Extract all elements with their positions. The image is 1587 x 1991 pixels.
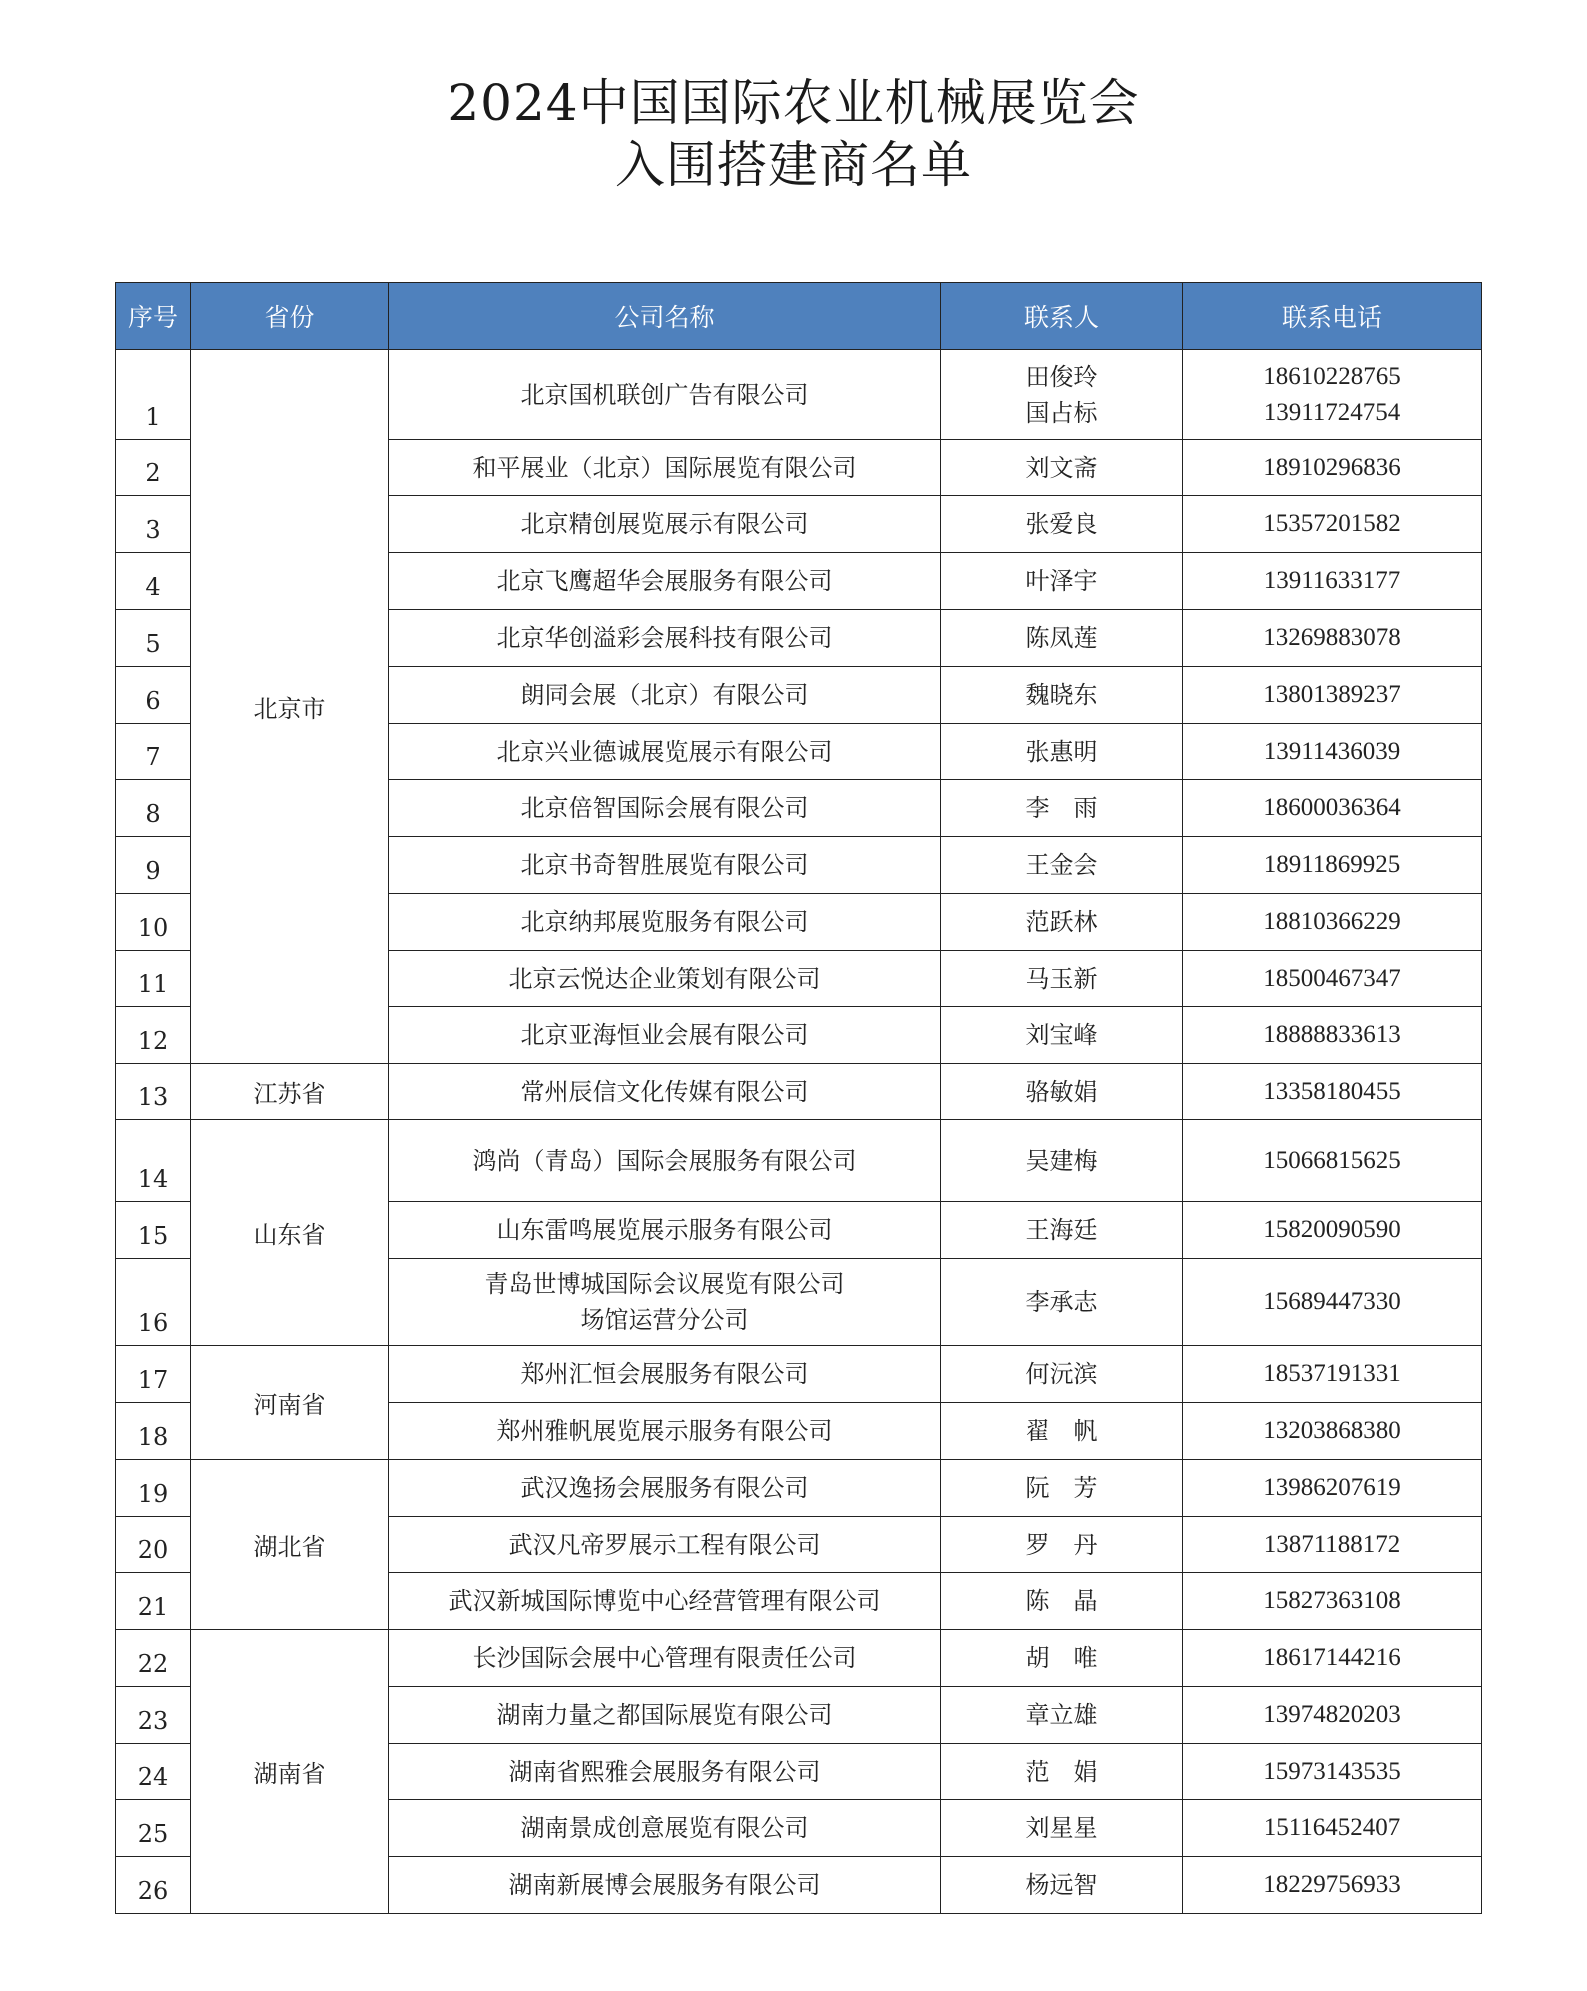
- table-header-row: [116, 283, 1482, 350]
- contact-phone: [1183, 1007, 1482, 1064]
- contact-phone: [1183, 496, 1482, 553]
- contact-name: 田俊玲: [1025, 362, 1098, 391]
- contact-phone: [1183, 1687, 1482, 1744]
- phone-number: 13801389237: [1263, 681, 1401, 708]
- contact-name: 罗 丹: [1025, 1530, 1098, 1559]
- contact-phone: [1183, 1202, 1482, 1259]
- province-cell: 山东省: [191, 1120, 389, 1346]
- contact-phone: [1183, 1120, 1482, 1202]
- row-number: 23: [116, 1687, 191, 1744]
- contact-phone: [1183, 350, 1482, 440]
- contact-person: [941, 780, 1183, 837]
- contact-person: [941, 1259, 1183, 1346]
- header-phone: 联系电话: [1183, 283, 1482, 350]
- contact-name: 国占标: [1025, 398, 1098, 427]
- phone-number: 18810366229: [1263, 908, 1401, 935]
- company-name: 湖南新展博会展服务有限公司: [389, 1857, 941, 1914]
- phone-number: 18888833613: [1263, 1021, 1401, 1048]
- company-name: 北京亚海恒业会展有限公司: [389, 1007, 941, 1064]
- row-number: 1: [116, 350, 191, 440]
- company-name: 郑州雅帆展览展示服务有限公司: [389, 1403, 941, 1460]
- table-row: [116, 350, 1482, 440]
- contact-name: 王金会: [1025, 851, 1098, 879]
- contact-phone: [1183, 610, 1482, 667]
- company-name: 湖南景成创意展览有限公司: [389, 1800, 941, 1857]
- row-number: 3: [116, 496, 191, 553]
- company-name: 北京倍智国际会展有限公司: [389, 780, 941, 837]
- contact-phone: [1183, 1857, 1482, 1914]
- phone-number: 13974820203: [1263, 1701, 1401, 1728]
- contact-person: [941, 1460, 1183, 1517]
- contact-person: [941, 1007, 1183, 1064]
- contact-name: 骆敏娟: [1025, 1077, 1098, 1106]
- header-contact: 联系人: [941, 283, 1183, 350]
- phone-number: 13911633177: [1263, 567, 1401, 594]
- phone-number: 13911436039: [1263, 737, 1401, 765]
- header-company: 公司名称: [389, 283, 941, 350]
- company-name: 北京纳邦展览服务有限公司: [389, 894, 941, 951]
- row-number: 4: [116, 553, 191, 610]
- phone-number: 15116452407: [1263, 1814, 1401, 1841]
- company-name: 武汉凡帝罗展示工程有限公司: [389, 1517, 941, 1573]
- province-cell: 湖南省: [191, 1630, 389, 1914]
- contact-person: [941, 1346, 1183, 1403]
- row-number: 8: [116, 780, 191, 837]
- contact-phone: [1183, 1744, 1482, 1800]
- contact-phone: [1183, 1259, 1482, 1346]
- contact-name: 马玉新: [1025, 964, 1098, 993]
- contact-person: [941, 1064, 1183, 1120]
- company-name-line: 青岛世博城国际会议展览有限公司: [484, 1270, 845, 1298]
- province-cell: 北京市: [191, 350, 389, 1064]
- contact-name: 叶泽宇: [1025, 567, 1098, 595]
- contact-phone: [1183, 780, 1482, 837]
- row-number: 7: [116, 724, 191, 780]
- contact-name: 刘星星: [1025, 1814, 1098, 1842]
- phone-number: 13986207619: [1263, 1474, 1401, 1501]
- contact-person: [941, 440, 1183, 496]
- row-number: 9: [116, 837, 191, 894]
- contact-phone: [1183, 894, 1482, 951]
- phone-number: 15973143535: [1263, 1757, 1401, 1785]
- contact-person: [941, 1202, 1183, 1259]
- contact-person: [941, 724, 1183, 780]
- company-name: 山东雷鸣展览展示服务有限公司: [389, 1202, 941, 1259]
- contact-name: 杨远智: [1025, 1871, 1098, 1899]
- contact-phone: [1183, 1346, 1482, 1403]
- contact-person: [941, 496, 1183, 553]
- contact-name: 吴建梅: [1025, 1146, 1098, 1175]
- contact-person: [941, 1403, 1183, 1460]
- row-number: 15: [116, 1202, 191, 1259]
- contact-person: [941, 610, 1183, 667]
- phone-number: 18229756933: [1263, 1871, 1401, 1898]
- company-name: 武汉逸扬会展服务有限公司: [389, 1460, 941, 1517]
- contractor-table: [115, 282, 1482, 1914]
- row-number: 10: [116, 894, 191, 951]
- phone-number: 15827363108: [1263, 1587, 1401, 1614]
- contact-name: 王海廷: [1025, 1216, 1098, 1244]
- province-cell: 湖北省: [191, 1460, 389, 1630]
- company-name: 北京飞鹰超华会展服务有限公司: [389, 553, 941, 610]
- company-name: 鸿尚（青岛）国际会展服务有限公司: [389, 1120, 941, 1202]
- company-name: 长沙国际会展中心管理有限责任公司: [389, 1630, 941, 1687]
- company-name-line: 场馆运营分公司: [580, 1306, 749, 1334]
- company-name: [389, 1259, 941, 1346]
- row-number: 11: [116, 951, 191, 1007]
- row-number: 6: [116, 667, 191, 724]
- company-name: 朗同会展（北京）有限公司: [389, 667, 941, 724]
- phone-number: 18600036364: [1263, 794, 1401, 821]
- company-name: 常州辰信文化传媒有限公司: [389, 1064, 941, 1120]
- company-name: 郑州汇恒会展服务有限公司: [389, 1346, 941, 1403]
- contact-person: [941, 667, 1183, 724]
- company-name: 北京精创展览展示有限公司: [389, 496, 941, 553]
- company-name: 北京国机联创广告有限公司: [389, 350, 941, 440]
- phone-number: 15689447330: [1263, 1288, 1401, 1315]
- contact-name: 陈凤莲: [1025, 624, 1098, 652]
- phone-number: 18910296836: [1263, 453, 1401, 481]
- row-number: 20: [116, 1517, 191, 1573]
- row-number: 25: [116, 1800, 191, 1857]
- contact-person: [941, 1857, 1183, 1914]
- contact-phone: [1183, 1460, 1482, 1517]
- phone-number: 18911869925: [1263, 851, 1401, 878]
- contact-phone: [1183, 837, 1482, 894]
- contact-phone: [1183, 1573, 1482, 1630]
- row-number: 14: [116, 1120, 191, 1202]
- contact-phone: [1183, 553, 1482, 610]
- contact-person: [941, 1744, 1183, 1800]
- row-number: 21: [116, 1573, 191, 1630]
- contact-person: [941, 1630, 1183, 1687]
- contact-name: 胡 唯: [1025, 1644, 1098, 1672]
- row-number: 2: [116, 440, 191, 496]
- contact-person: [941, 894, 1183, 951]
- contact-phone: [1183, 1064, 1482, 1120]
- phone-number: 13871188172: [1263, 1530, 1401, 1558]
- contact-name: 李 雨: [1025, 794, 1098, 822]
- table-row: [116, 1460, 1482, 1517]
- phone-number: 18617144216: [1263, 1644, 1401, 1671]
- phone-number: 13358180455: [1263, 1077, 1401, 1105]
- province-cell: 河南省: [191, 1346, 389, 1460]
- contact-name: 阮 芳: [1025, 1474, 1098, 1502]
- document-subtitle: 入围搭建商名单: [615, 136, 972, 194]
- table-row: [116, 1346, 1482, 1403]
- company-name: 北京书奇智胜展览有限公司: [389, 837, 941, 894]
- contact-phone: [1183, 1403, 1482, 1460]
- phone-number: 15357201582: [1263, 510, 1401, 537]
- table-row: [116, 1120, 1482, 1202]
- province-cell: 江苏省: [191, 1064, 389, 1120]
- contact-person: [941, 1517, 1183, 1573]
- contact-person: [941, 553, 1183, 610]
- phone-number: 18537191331: [1263, 1360, 1401, 1387]
- contact-name: 陈 晶: [1025, 1587, 1098, 1615]
- phone-number: 18610228765: [1263, 362, 1401, 390]
- contact-phone: [1183, 1800, 1482, 1857]
- contact-name: 张惠明: [1025, 737, 1098, 766]
- phone-number: 13203868380: [1263, 1417, 1401, 1444]
- header-seq: 序号: [116, 283, 191, 350]
- contact-phone: [1183, 951, 1482, 1007]
- contact-phone: [1183, 440, 1482, 496]
- contact-name: 翟 帆: [1025, 1417, 1098, 1445]
- contact-name: 李承志: [1025, 1288, 1098, 1316]
- contact-person: [941, 951, 1183, 1007]
- contact-name: 范跃林: [1025, 908, 1098, 936]
- contact-name: 范 娟: [1025, 1757, 1098, 1786]
- phone-number: 13911724754: [1263, 398, 1401, 426]
- header-province: 省份: [191, 283, 389, 350]
- phone-number: 18500467347: [1263, 964, 1401, 992]
- row-number: 24: [116, 1744, 191, 1800]
- contact-phone: [1183, 667, 1482, 724]
- phone-number: 13269883078: [1263, 624, 1401, 651]
- contact-phone: [1183, 724, 1482, 780]
- phone-number: 15820090590: [1263, 1216, 1401, 1243]
- row-number: 5: [116, 610, 191, 667]
- contact-name: 张爱良: [1025, 510, 1098, 538]
- company-name: 湖南力量之都国际展览有限公司: [389, 1687, 941, 1744]
- row-number: 22: [116, 1630, 191, 1687]
- row-number: 17: [116, 1346, 191, 1403]
- contact-name: 刘文斋: [1025, 453, 1098, 482]
- row-number: 19: [116, 1460, 191, 1517]
- contact-name: 刘宝峰: [1025, 1021, 1098, 1049]
- contact-person: [941, 350, 1183, 440]
- row-number: 13: [116, 1064, 191, 1120]
- contact-person: [941, 837, 1183, 894]
- company-name: 北京云悦达企业策划有限公司: [389, 951, 941, 1007]
- contact-phone: [1183, 1517, 1482, 1573]
- contact-name: 章立雄: [1025, 1701, 1098, 1729]
- table-row: [116, 1064, 1482, 1120]
- company-name: 北京兴业德诚展览展示有限公司: [389, 724, 941, 780]
- contact-person: [941, 1800, 1183, 1857]
- contact-person: [941, 1687, 1183, 1744]
- contact-name: 魏晓东: [1025, 681, 1098, 709]
- row-number: 26: [116, 1857, 191, 1914]
- company-name: 武汉新城国际博览中心经营管理有限公司: [389, 1573, 941, 1630]
- company-name: 和平展业（北京）国际展览有限公司: [389, 440, 941, 496]
- document-title: 2024中国国际农业机械展览会: [447, 74, 1140, 132]
- contact-name: 何沅滨: [1025, 1360, 1098, 1388]
- row-number: 12: [116, 1007, 191, 1064]
- row-number: 18: [116, 1403, 191, 1460]
- contact-person: [941, 1573, 1183, 1630]
- company-name: 湖南省熙雅会展服务有限公司: [389, 1744, 941, 1800]
- contact-phone: [1183, 1630, 1482, 1687]
- table-row: [116, 1630, 1482, 1687]
- row-number: 16: [116, 1259, 191, 1346]
- phone-number: 15066815625: [1263, 1146, 1401, 1174]
- contact-person: [941, 1120, 1183, 1202]
- company-name: 北京华创溢彩会展科技有限公司: [389, 610, 941, 667]
